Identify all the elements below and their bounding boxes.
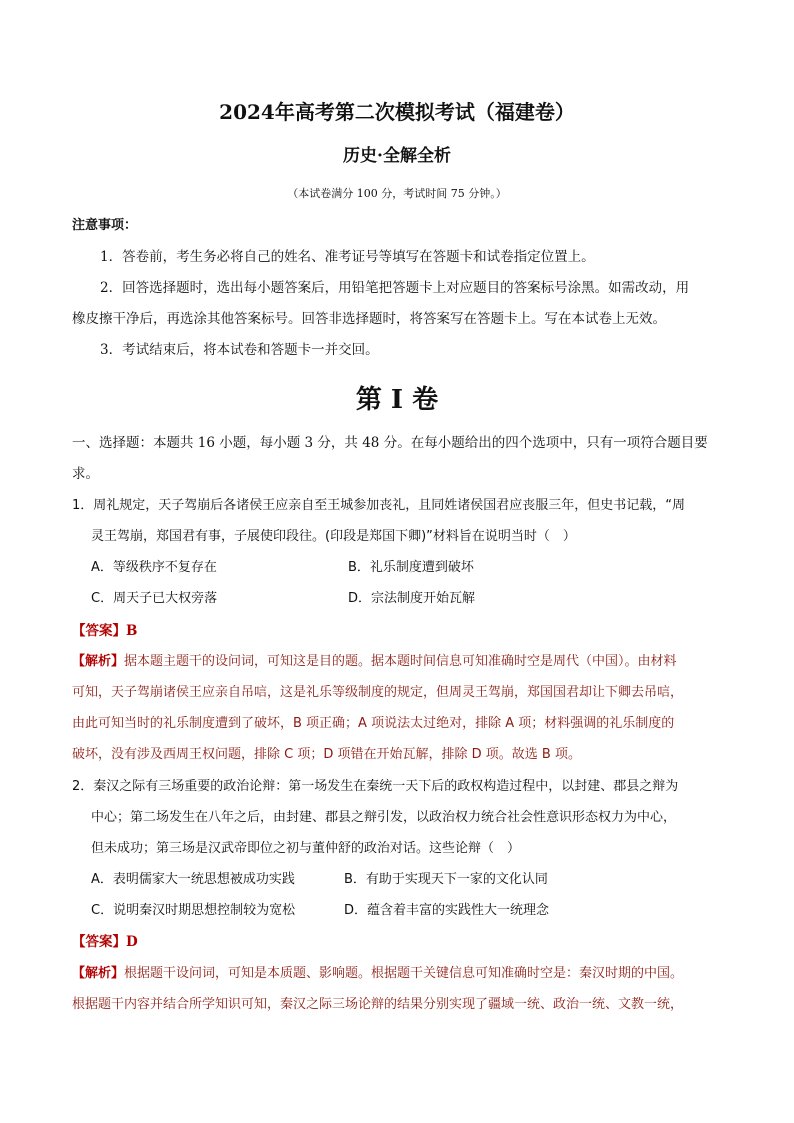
- q2-option-a: A．表明儒家大一统思想被成功实践: [91, 872, 295, 887]
- notice-item-2: 2．回答选择题时，选出每小题答案后，用铅笔把答题卡上对应题目的答案标号涂黑。如需改动，用: [100, 280, 690, 296]
- q1-analysis-line2: 可知，天子驾崩诸侯王应亲自吊唁，这是礼乐等级制度的规定，但周灵王驾崩，郑国国君却让下卿去吊唁，: [72, 685, 684, 700]
- q1-analysis-label: 【解析】: [72, 654, 125, 669]
- q2-stem-line2: 中心；第二场发生在八年之后，由封建、郡县之辩引发，以政治权力统合社会性意识形态权力为中心，: [91, 810, 677, 825]
- q1-answer: [72, 623, 137, 639]
- q2-analysis-text1: 根据题干设问词，可知是本质题、影响题。根据题干关键信息可知准确时空是：秦汉时期的中国。: [124, 966, 684, 981]
- q2-answer: [72, 934, 138, 950]
- q2-analysis-line2: 根据题干内容并结合所学知识可知，秦汉之际三场论辩的结果分别实现了疆域一统、政治一统、文教一统，: [72, 997, 684, 1012]
- q1-option-c: C．周天子已大权旁落: [91, 591, 218, 606]
- page-subtitle: 历史·全解全析: [343, 146, 451, 166]
- q1-analysis-text1: 据本题主题干的设问词，可知这是目的题。据本题时间信息可知准确时空是周代（中国）。由材料: [124, 654, 677, 669]
- q2-stem-line3: 但未成功；第三场是汉武帝即位之初与董仲舒的政治对话。这些论辩（ ）: [91, 841, 521, 856]
- q1-analysis-line3: 由此可知当时的礼乐制度遭到了破坏，B 项正确；A 项说法太过绝对，排除 A 项；材料强调的礼乐制度的: [72, 716, 675, 731]
- q2-option-d: D．蕴含着丰富的实践性大一统理念: [344, 903, 550, 918]
- q1-option-a: A．等级秩序不复存在: [91, 560, 217, 575]
- section-title: 第 I 卷: [355, 385, 439, 415]
- notice-item-3: 3．考试结束后，将本试卷和答题卡一并交回。: [100, 342, 379, 358]
- q2-option-b: B．有助于实现天下一家的文化认同: [344, 872, 548, 887]
- q1-option-b: B．礼乐制度遭到破坏: [348, 560, 474, 575]
- q1-stem-line2: 灵王驾崩，郑国君有事，子展使印段往。(印段是郑国下卿)”材料旨在说明当时（ ）: [91, 529, 576, 544]
- q2-answer-value: D: [126, 934, 138, 950]
- exam-info: （本试卷满分 100 分，考试时间 75 分钟。）: [287, 187, 507, 200]
- q1-stem-line1: 1．周礼规定，天子驾崩后各诸侯王应亲自至王城参加丧礼，且同姓诸侯国君应丧服三年，但史书记载，“周: [72, 498, 686, 513]
- q2-option-c: C．说明秦汉时期思想控制较为宽松: [91, 903, 296, 918]
- q1-analysis-line4: 破坏，没有涉及西周王权问题，排除 C 项；D 项错在开始瓦解，排除 D 项。故选 B 项。: [72, 747, 581, 762]
- q1-answer-value: B: [126, 623, 138, 639]
- notice-item-1: 1．答卷前，考生务必将自己的姓名、准考证号等填写在答题卡和试卷指定位置上。: [100, 249, 595, 265]
- section-instruction-line1: 一、选择题：本题共 16 小题，每小题 3 分，共 48 分。在每小题给出的四个选项中，只有一项符合题目要: [72, 435, 708, 451]
- page-title: 2024年高考第二次模拟考试（福建卷）: [219, 100, 575, 124]
- q2-stem-line1: 2．秦汉之际有三场重要的政治论辩：第一场发生在秦统一天下后的政权构造过程中，以封建、郡县之辩为: [72, 779, 679, 794]
- q2-answer-label: 【答案】: [72, 934, 126, 950]
- q2-analysis-label: 【解析】: [72, 966, 125, 981]
- q2-analysis-line1: [72, 966, 683, 982]
- notice-heading: 注意事项：: [72, 218, 138, 233]
- q1-answer-label: 【答案】: [72, 623, 126, 639]
- section-instruction-line2: 求。: [72, 466, 99, 482]
- notice-item-2-cont: 橡皮擦干净后，再选涂其他答案标号。回答非选择题时，将答案写在答题卡上。写在本试卷上无效。: [72, 311, 666, 327]
- q1-option-d: D．宗法制度开始瓦解: [348, 591, 476, 606]
- q1-analysis-line1: [72, 654, 677, 670]
